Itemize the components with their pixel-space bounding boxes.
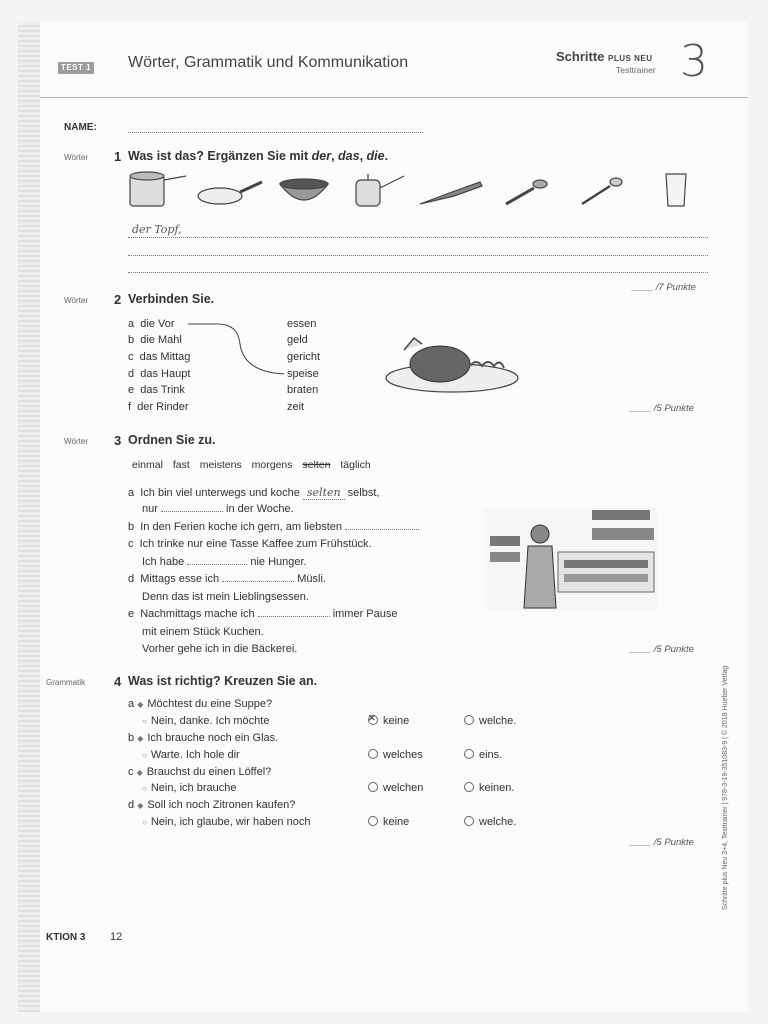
match-left-f[interactable]: f der Rinder [128,401,189,413]
option-2[interactable]: keinen. [464,782,514,794]
question-title: Verbinden Sie. [128,292,215,306]
test-badge: TEST 1 [58,62,94,74]
gap-field[interactable] [258,616,330,617]
example-answer: selten [303,486,345,500]
checkbox[interactable] [464,782,474,792]
option-2[interactable]: welche. [464,816,516,828]
match-right-item[interactable]: essen [287,318,317,330]
option-1[interactable]: welches [368,749,423,761]
word-bank-item: täglich [340,459,371,471]
copyright-note: Schritte plus Neu 3+4, Testtrainer | 978-3-19-351083-9 | © 2018 Hueber Verlag [722,665,729,910]
option-1[interactable]: × keine [368,715,409,727]
gap-field[interactable] [161,511,223,512]
match-right-item[interactable]: gericht [287,351,321,363]
score-field: ____ /5 Punkte [630,644,694,655]
checkbox[interactable] [368,816,378,826]
spoon-icon [582,178,622,204]
section-label: Wörter [64,437,88,446]
kitchen-items-illustration [120,166,710,214]
lesson-label: KTION 3 [46,932,86,943]
section-label: Wörter [64,296,88,305]
checkbox-checked[interactable] [368,715,378,725]
page-number: 12 [110,931,123,943]
question-number: 1 [114,149,122,164]
section-label: Grammatik [46,678,86,687]
match-left-d[interactable]: d das Haupt [128,368,191,380]
name-label: NAME: [64,122,97,133]
item-c-line2: Ich habe nie Hunger. [142,556,307,568]
word-bank-item: einmal [132,459,163,471]
word-bank [132,459,378,471]
score-field: ____ /5 Punkte [630,837,694,848]
brand-logo: Schritte PLUS NEU [556,49,653,64]
match-right-item[interactable]: zeit [287,401,305,413]
question-title: Was ist das? Ergänzen Sie mit der, das, die. [128,149,389,163]
pan-icon [198,182,262,204]
glass-icon [666,174,686,206]
teapot-icon [356,174,404,206]
fork-icon [506,180,547,204]
knife-icon [420,182,482,204]
word-bank-item: fast [172,459,190,471]
question-number: 2 [114,292,122,307]
dialog-answer: ○ Nein, danke. Ich möchte [142,715,270,727]
checkbox[interactable] [464,816,474,826]
dialog-question: d ◆ Soll ich noch Zitronen kaufen? [128,799,296,811]
gap-field[interactable] [187,564,247,565]
option-2[interactable]: eins. [464,749,502,761]
page-title: Wörter, Grammatik und Kommunikation [128,54,409,71]
section-label: Wörter [64,153,88,162]
gap-field[interactable] [222,581,294,582]
item-e-line1: e Nachmittags mache ich immer Pause [128,608,398,620]
answer-line[interactable] [128,255,708,256]
answer-line[interactable] [128,272,708,273]
item-a-line1: a Ich bin viel unterwegs und koche selten selbst, [128,486,380,499]
answer-line[interactable] [128,237,708,238]
word-bank-item: meistens [199,459,242,471]
bakery-illustration [484,508,658,610]
match-right-item[interactable]: geld [287,334,308,346]
gap-field[interactable] [345,529,419,530]
question-title: Was ist richtig? Kreuzen Sie an. [128,674,318,688]
checkbox[interactable] [464,749,474,759]
match-right-item[interactable]: braten [287,384,319,396]
score-field: ____ /5 Punkte [630,403,694,414]
word-bank-item-used: selten [302,459,331,471]
example-connection-line [180,318,290,382]
option-1[interactable]: keine [368,816,409,828]
pot-icon [130,172,186,206]
dialog-question: a ◆ Möchtest du eine Suppe? [128,698,273,710]
dialog-answer: ○ Warte. Ich hole dir [142,749,240,761]
item-c-line1: c Ich trinke nur eine Tasse Kaffee zum Frühstück. [128,538,372,550]
match-left-a[interactable]: a die Vor [128,318,175,330]
item-e-line2: mit einem Stück Kuchen. [142,626,264,638]
checkbox[interactable] [464,715,474,725]
question-number: 3 [114,433,122,448]
dialog-answer: ○ Nein, ich brauche [142,782,237,794]
match-left-e[interactable]: e das Trink [128,384,185,396]
item-b: b In den Ferien koche ich gern, am liebsten [128,521,419,533]
question-title: Ordnen Sie zu. [128,433,216,447]
question-number: 4 [114,674,122,689]
match-right-item[interactable]: speise [287,368,319,380]
header-rule [40,97,748,98]
brand-subtitle: Testtrainer [616,65,656,75]
dialog-question: b ◆ Ich brauche noch ein Glas. [128,732,279,744]
item-e-line3: Vorher gehe ich in die Bäckerei. [142,643,298,655]
dialog-answer: ○ Nein, ich glaube, wir haben noch [142,816,311,828]
option-1[interactable]: welchen [368,782,423,794]
bowl-icon [280,179,328,200]
example-answer: der Topf, [132,223,182,236]
name-field[interactable] [128,132,423,133]
item-a-line2: nur in der Woche. [142,503,294,515]
checkbox[interactable] [368,749,378,759]
roast-dish-illustration [384,330,520,396]
option-2[interactable]: welche. [464,715,516,727]
match-left-b[interactable]: b die Mahl [128,334,182,346]
word-bank-item: morgens [251,459,293,471]
checkbox[interactable] [368,782,378,792]
score-field: ____ /7 Punkte [632,282,696,293]
dialog-question: c ◆ Brauchst du einen Löffel? [128,766,272,778]
match-left-c[interactable]: c das Mittag [128,351,191,363]
scan-binding-edge [18,22,40,1012]
unit-number: 3 [680,36,708,87]
item-d-line2: Denn das ist mein Lieblingsessen. [142,591,309,603]
item-d-line1: d Mittags esse ich Müsli. [128,573,326,585]
